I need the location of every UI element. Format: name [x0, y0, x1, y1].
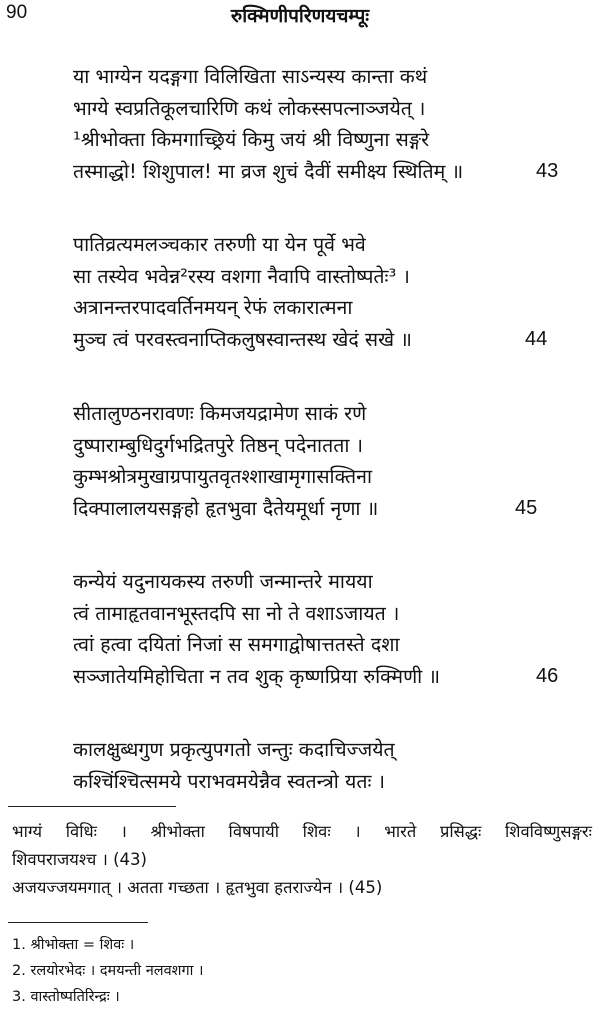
verse-line: अत्रानन्तरपादवर्तिनमयन् रेफं लकारात्मना [73, 296, 353, 319]
commentary-line: अजयज्जयमगात् । अतता गच्छता । हृतभुवा हतराज्येन । (45) [12, 878, 383, 897]
verse-46 [73, 566, 573, 692]
verse-line: कश्चिंश्चित्समये पराभवमयेन्नैव स्वतन्त्रो यतः । [73, 769, 385, 793]
footnote-item: 1. श्रीभोक्ता = शिवः । [12, 937, 135, 953]
verse-line: त्वां हत्वा दयितां निजां स समगाद्वोषात्ततस्ते दशा [73, 633, 400, 656]
page-number: 90 [6, 2, 28, 23]
verse-line: सा तस्येव भवेन्न²रस्य वशगा नैवापि वास्तोष्पतेः³ । [73, 264, 410, 288]
verse-number: 43 [536, 159, 559, 182]
commentary-line: शिवपराजयश्च । (43) [12, 850, 147, 869]
verse-line: भाग्ये स्वप्रतिकूलचारिणि कथं लोकस्सपत्नाञ्जयेत् । [73, 96, 426, 120]
verse-line: दिक्पालालयसङ्गहो हृतभुवा दैतेयमूर्धा नृणा ॥ 45 [73, 493, 573, 525]
footnotes [12, 932, 412, 1010]
verse-line: त्वं तामाहृतवानभूस्तदपि सा नो ते वशाऽजायत । [73, 601, 400, 625]
verse-line: कुम्भश्रोत्रमुखाग्रपायुतवृतश्शाखामृगासक्तिना [73, 465, 373, 488]
footnote-item: 3. वास्तोष्पतिरिन्द्रः । [12, 989, 120, 1005]
verse-line: तस्माद्धो! शिशुपाल! मा व्रज शुचं दैवीं समीक्ष्य स्थितिम् ॥ 43 [73, 156, 573, 188]
verse-line: ¹श्रीभोक्ता किमगाच्छ्रियं किमु जयं श्री विष्णुना सङ्गरे [73, 128, 430, 151]
verse-number: 46 [536, 664, 559, 687]
verse-line: दुष्पाराम्बुधिदुर्गभद्रितपुरे तिष्ठन् पदेनातता । [73, 433, 363, 457]
verse-line: पातिव्रत्यमलञ्चकार तरुणी या येन पूर्वे भवे [73, 233, 366, 256]
verse-47 [73, 734, 573, 797]
footnote-divider [8, 922, 148, 923]
verse-number: 45 [515, 496, 538, 519]
commentary-line: भाग्यं विधिः । श्रीभोक्ता विषपायी शिवः । भारते प्रसिद्धः शिवविष्णुसङ्गरः [12, 822, 592, 841]
verse-line: सञ्जातेयमिहोचिता न तव शुक् कृष्णप्रिया रुक्मिणी ॥ 46 [73, 661, 573, 693]
verse-number: 44 [525, 327, 548, 350]
verse-43 [73, 61, 573, 187]
footnote-item: 2. रलयोरभेदः । दमयन्ती नलवशगा । [12, 963, 204, 979]
verse-line: मुञ्च त्वं परवस्त्वनाप्तिकलुषस्वान्तस्थ खेदं सखे ॥ 44 [73, 324, 573, 356]
verse-44 [73, 229, 573, 355]
commentary [12, 818, 592, 902]
verse-line: या भाग्येन यदङ्गगा विलिखिता साऽन्यस्य कान्ता कथं [73, 65, 428, 88]
verse-45 [73, 398, 573, 524]
verse-line: सीतालुण्ठनरावणः किमजयद्रामेण साकं रणे [73, 402, 367, 425]
running-title: रुक्मिणीपरिणयचम्पूः [230, 5, 370, 27]
commentary-divider [8, 806, 176, 807]
verse-line: कन्येयं यदुनायकस्य तरुणी जन्मान्तरे मायया [73, 570, 373, 593]
verse-line: कालक्षुब्धगुण प्रकृत्युपगतो जन्तुः कदाचिज्जयेत् [73, 738, 395, 761]
